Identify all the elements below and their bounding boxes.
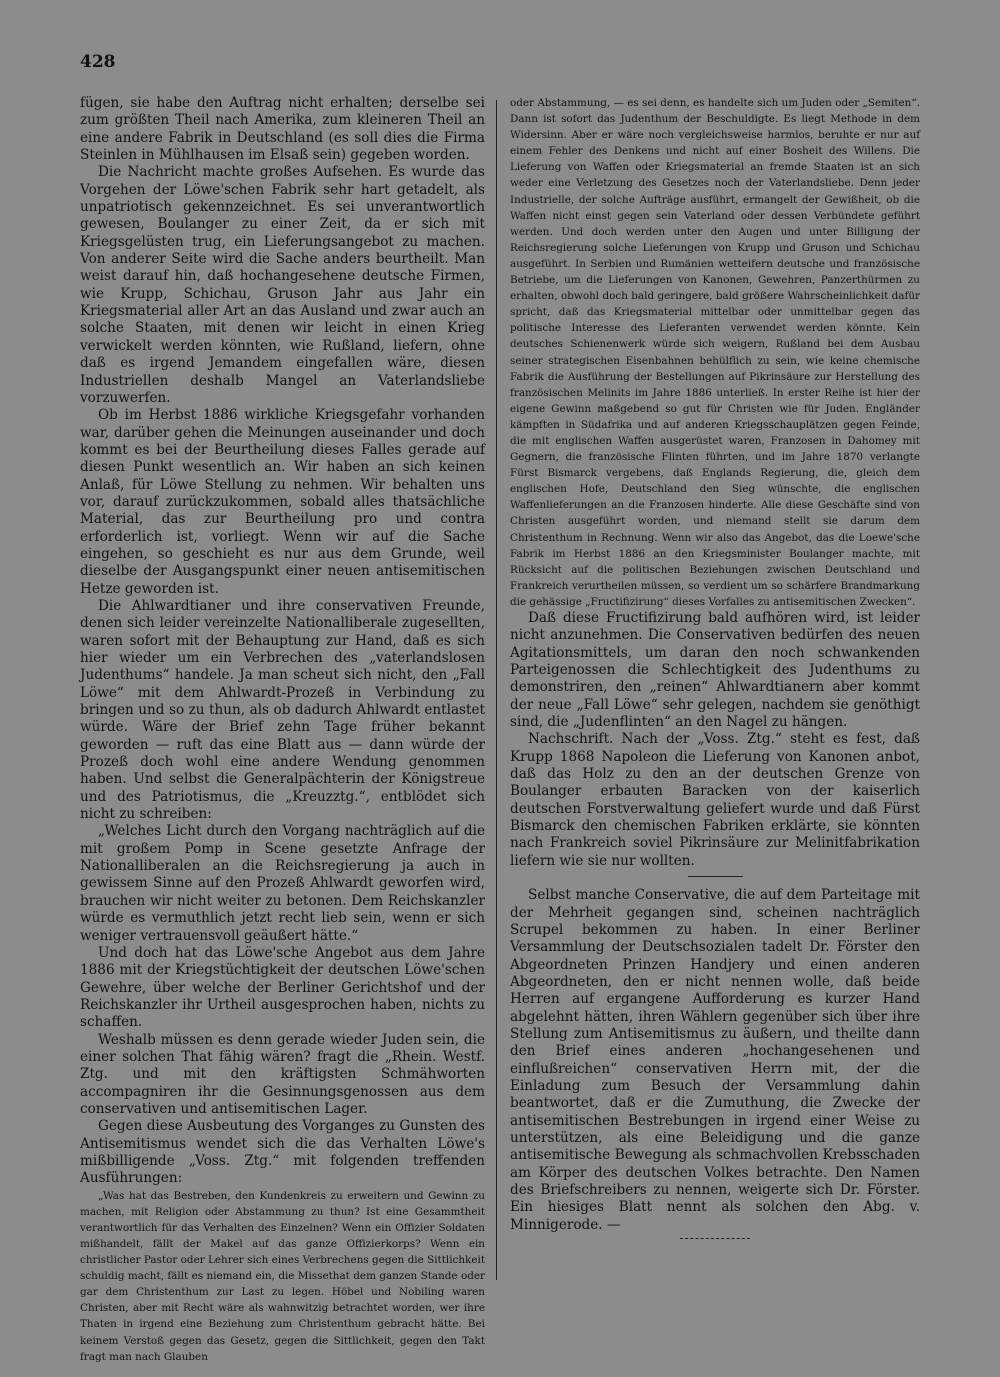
column-separator	[496, 100, 497, 1280]
paragraph: fügen, sie habe den Auftrag nicht erhalten; derselbe sei zum größten Theil nach Amerika, zum kleineren Theil an eine andere Fabrik in Deutschland (es soll dies die Firma Steinlen in Mühlhausen im Elsaß sein) gegeben worden.	[80, 95, 485, 164]
left-column	[80, 95, 485, 1365]
paragraph: Selbst manche Conservative, die auf dem Parteitage mit der Mehrheit gegangen sind, scheinen nachträglich Scrupel bekommen zu haben. In einer Berliner Versammlung der Deutschsozialen tadelt Dr. Förster den Abgeordneten Prinzen Handjery und einen anderen Abgeordneten, den er nicht nennen wolle, daß beide Herren auf ergangene Aufforderung es kurzer Hand abgelehnt hätten, ihren Wählern gegenüber sich über ihre Stellung zum Antisemitismus zu äußern, und theilte dann den Brief eines anderen „hochangesehenen und einflußreichen“ conservativen Herrn mit, der die Einladung zum Besuch der Versammlung dahin beantwortet, daß er die Zumuthung, die Zwecke der antisemitischen Bestrebungen in irgend einer Weise zu unterstützen, als eine Beleidigung und die ganze antisemitische Bewegung als schmachvollen Krebsschaden am Körper des deutschen Volkes betrachte. Den Namen des Briefschreibers zu nennen, weigerte sich Dr. Förster. Ein hiesiges Blatt nennt als solchen den Abg. v. Minnigerode. —	[510, 887, 920, 1233]
quote-small-paragraph: „Was hat das Bestreben, den Kundenkreis zu erweitern und Gewinn zu machen, mit Religion oder Abstammung zu thun? Ist eine Gesammtheit verantwortlich für das Verhalten des Einzelnen? Wenn ein Offizier Soldaten mißhandelt, fällt der Makel auf das ganze Offizierkorps? Wenn ein christlicher Pastor oder Lehrer sich eines Verbrechens gegen die Sittlichkeit schuldig macht, fällt es niemand ein, die Missethat dem ganzen Stande oder gar dem Christenthum zur Last zu legen. Höbel und Nobiling waren Christen, aber mit Recht wäre als wahnwitzig betrachtet worden, wer ihre Thaten in irgend eine Beziehung zum Christenthum gebracht hätte. Bei keinem Verstoß gegen das Gesetz, gegen die Sittlichkeit, gegen den Takt fragt man nach Glauben	[80, 1189, 485, 1363]
right-column	[510, 95, 920, 1245]
paragraph: Daß diese Fructifizirung bald aufhören wird, ist leider nicht anzunehmen. Die Conservativen bedürfen des neuen Agitationsmittels, um daran den noch schwankenden Parteigenossen die Schlechtigkeit des Judenthums zu demonstriren, den „reinen“ Ahlwardtianern aber kommt der neue „Fall Löwe“ sehr gelegen, nachdem sie genöthigt sind, die „Judenflinten“ an den Nagel zu hängen.	[510, 610, 920, 731]
end-divider	[680, 1238, 750, 1239]
paragraph: Die Ahlwardtianer und ihre conservativen Freunde, denen sich leider vereinzelte Nationalliberale zugesellten, waren sofort mit der Behauptung zur Hand, daß es sich hier wieder um ein Verbrechen des „vaterlandslosen Judenthums“ handele. Ja man scheut sich nicht, den „Fall Löwe“ mit dem Ahlwardt-Prozeß in Verbindung zu bringen und so zu thun, als ob dadurch Ahlwardt entlastet würde. Wäre der Brief zehn Tage früher bekannt geworden — ruft das eine Blatt aus — dann würde der Prozeß doch wohl eine andere Wendung genommen haben. Und selbst die Generalpächterin der Königstreue und des Patriotismus, die „Kreuzztg.“, entblödet sich nicht zu schreiben:	[80, 597, 485, 823]
section-divider	[688, 876, 743, 877]
paragraph: Die Nachricht machte großes Aufsehen. Es wurde das Vorgehen der Löwe'schen Fabrik sehr hart getadelt, als unpatriotisch gekennzeichnet. Es sei unverantwortlich gewesen, Boulanger zu einer Zeit, da er sich mit Kriegsgelüsten trug, ein Lieferungsangebot zu machen. Von anderer Seite wird die Sache anders beurtheilt. Man weist darauf hin, daß hochangesehene deutsche Firmen, wie Krupp, Schichau, Gruson Jahr aus Jahr ein Kriegsmaterial aller Art an das Ausland und zwar auch an solche Staaten, mit denen wir leicht in einen Krieg verwickelt werden könnten, wie Rußland, liefern, ohne daß es irgend Jemandem eingefallen wäre, diesen Industriellen deshalb Mangel an Vaterlandsliebe vorzuwerfen.	[80, 164, 485, 406]
paragraph: Weshalb müssen es denn gerade wieder Juden sein, die einer solchen That fähig wären? fragt die „Rhein. Westf. Ztg. und mit den kräftigsten Schmähworten accompagniren ihr die Gesinnungsgenossen aus dem conservativen und antisemitischen Lager.	[80, 1031, 485, 1117]
page-number: 428	[80, 52, 116, 72]
quote-paragraph: „Welches Licht durch den Vorgang nachträglich auf die mit großem Pomp in Scene gesetzte Anfrage der Nationalliberalen an die Reichsregierung ja auch in gewissem Sinne auf den Prozeß Ahlwardt geworfen wird, brauchen wir nicht weiter zu betonen. Dem Reichskanzler würde es vermuthlich jetzt recht lieb sein, wenn er sich weniger vertrauensvoll geäußert hätte.“	[80, 823, 485, 944]
postscript-paragraph: Nachschrift. Nach der „Voss. Ztg.“ steht es fest, daß Krupp 1868 Napoleon die Lieferung von Kanonen anbot, daß das Holz zu den an der deutschen Grenze von Boulanger erbauten Baracken von der kaiserlich deutschen Forstverwaltung geliefert wurde und daß Fürst Bismarck den chemischen Fabriken erklärte, sie könnten nach Frankreich soviel Pikrinsäure zur Melinitfabrikation liefern wie sie nur wollten.	[510, 731, 920, 869]
paragraph: Gegen diese Ausbeutung des Vorganges zu Gunsten des Antisemitismus wendet sich die das Verhalten Löwe's mißbilligende „Voss. Ztg.“ mit folgenden treffenden Ausführungen:	[80, 1118, 485, 1187]
paragraph: Ob im Herbst 1886 wirkliche Kriegsgefahr vorhanden war, darüber gehen die Meinungen auseinander und doch kommt es bei der Beurtheilung dieses Falles gerade auf diesen Punkt wesentlich an. Wir haben an sich keinen Anlaß, für Löwe Stellung zu nehmen. Wir behalten uns vor, darauf zurückzukommen, sobald alles thatsächliche Material, das zur Beurtheilung pro und contra erforderlich ist, vorliegt. Wenn wir auf die Sache eingehen, so geschieht es nur aus dem Grunde, weil dieselbe der Ausgangspunkt einer neuen antisemitischen Hetze geworden ist.	[80, 407, 485, 597]
quote-small-paragraph: oder Abstammung, — es sei denn, es handelte sich um Juden oder „Semiten“. Dann ist sofort das Judenthum der Beschuldigte. Es liegt Methode in dem Widersinn. Aber er wäre noch vergleichsweise harmlos, beruhte er nur auf einem Fehler des Denkens und nicht auf einer Bosheit des Willens. Die Lieferung von Waffen oder Kriegsmaterial an fremde Staaten ist an sich weder eine Verletzung des Gesetzes noch der Vaterlandsliebe. Denn jeder Industrielle, der solche Aufträge ausführt, ermangelt der Gewißheit, ob die Waffen nicht einst gegen sein Vaterland oder dessen Verbündete geführt werden. Und doch werden unter den Augen und unter Billigung der Reichsregierung solche Lieferungen von Krupp und Gruson und Schichau ausgeführt. In Serbien und Rumänien wetteifern deutsche und französische Betriebe, um die Lieferungen von Kanonen, Gewehren, Panzerthürmen zu erhalten, obwohl doch bald geringere, bald größere Wahrscheinlichkeit dafür spricht, daß das Kriegsmaterial mittelbar oder unmittelbar gegen das politische Interesse des Lieferanten verwendet werden könnte. Kein deutsches Schienenwerk würde sich weigern, Rußland bei dem Ausbau seiner strategischen Eisenbahnen behülflich zu sein, wie keine chemische Fabrik die Ausführung der Bestellungen auf Pikrinsäure zur Herstellung des französischen Melinits im Jahre 1886 unterließ. In erster Reihe ist hier der eigene Gewinn maßgebend so gut für Christen wie für Juden. Engländer kämpften in Südafrika und auf anderen Kriegsschauplätzen gegen Feinde, die mit englischen Waffen ausgerüstet waren, Franzosen in Dahomey mit Gegnern, die französische Flinten führten, und im Jahre 1870 verlangte Fürst Bismarck vergebens, daß Englands Regierung, die, gleich dem englischen Hofe, Deutschland den Sieg wünschte, die englischen Waffenlieferungen an die Franzosen hinderte. Alle diese Geschäfte sind von Christen ausgeführt worden, und niemand stellt sie darum dem Christenthum in Rechnung. Wenn wir also das Angebot, das die Loewe'sche Fabrik im Herbst 1886 an den Kriegsminister Boulanger machte, mit Rücksicht auf die politischen Beziehungen zwischen Deutschland und Frankreich verurtheilen müssen, so verdient um so schärfere Brandmarkung die gehässige „Fructifizirung“ dieses Vorfalles zu antisemitischen Zwecken“.	[510, 97, 920, 608]
paragraph: Und doch hat das Löwe'sche Angebot aus dem Jahre 1886 mit der Kriegstüchtigkeit der deutschen Löwe'schen Gewehre, über welche der Berliner Gerichtshof und der Reichskanzler ihr Urtheil ausgesprochen haben, nichts zu schaffen.	[80, 944, 485, 1031]
